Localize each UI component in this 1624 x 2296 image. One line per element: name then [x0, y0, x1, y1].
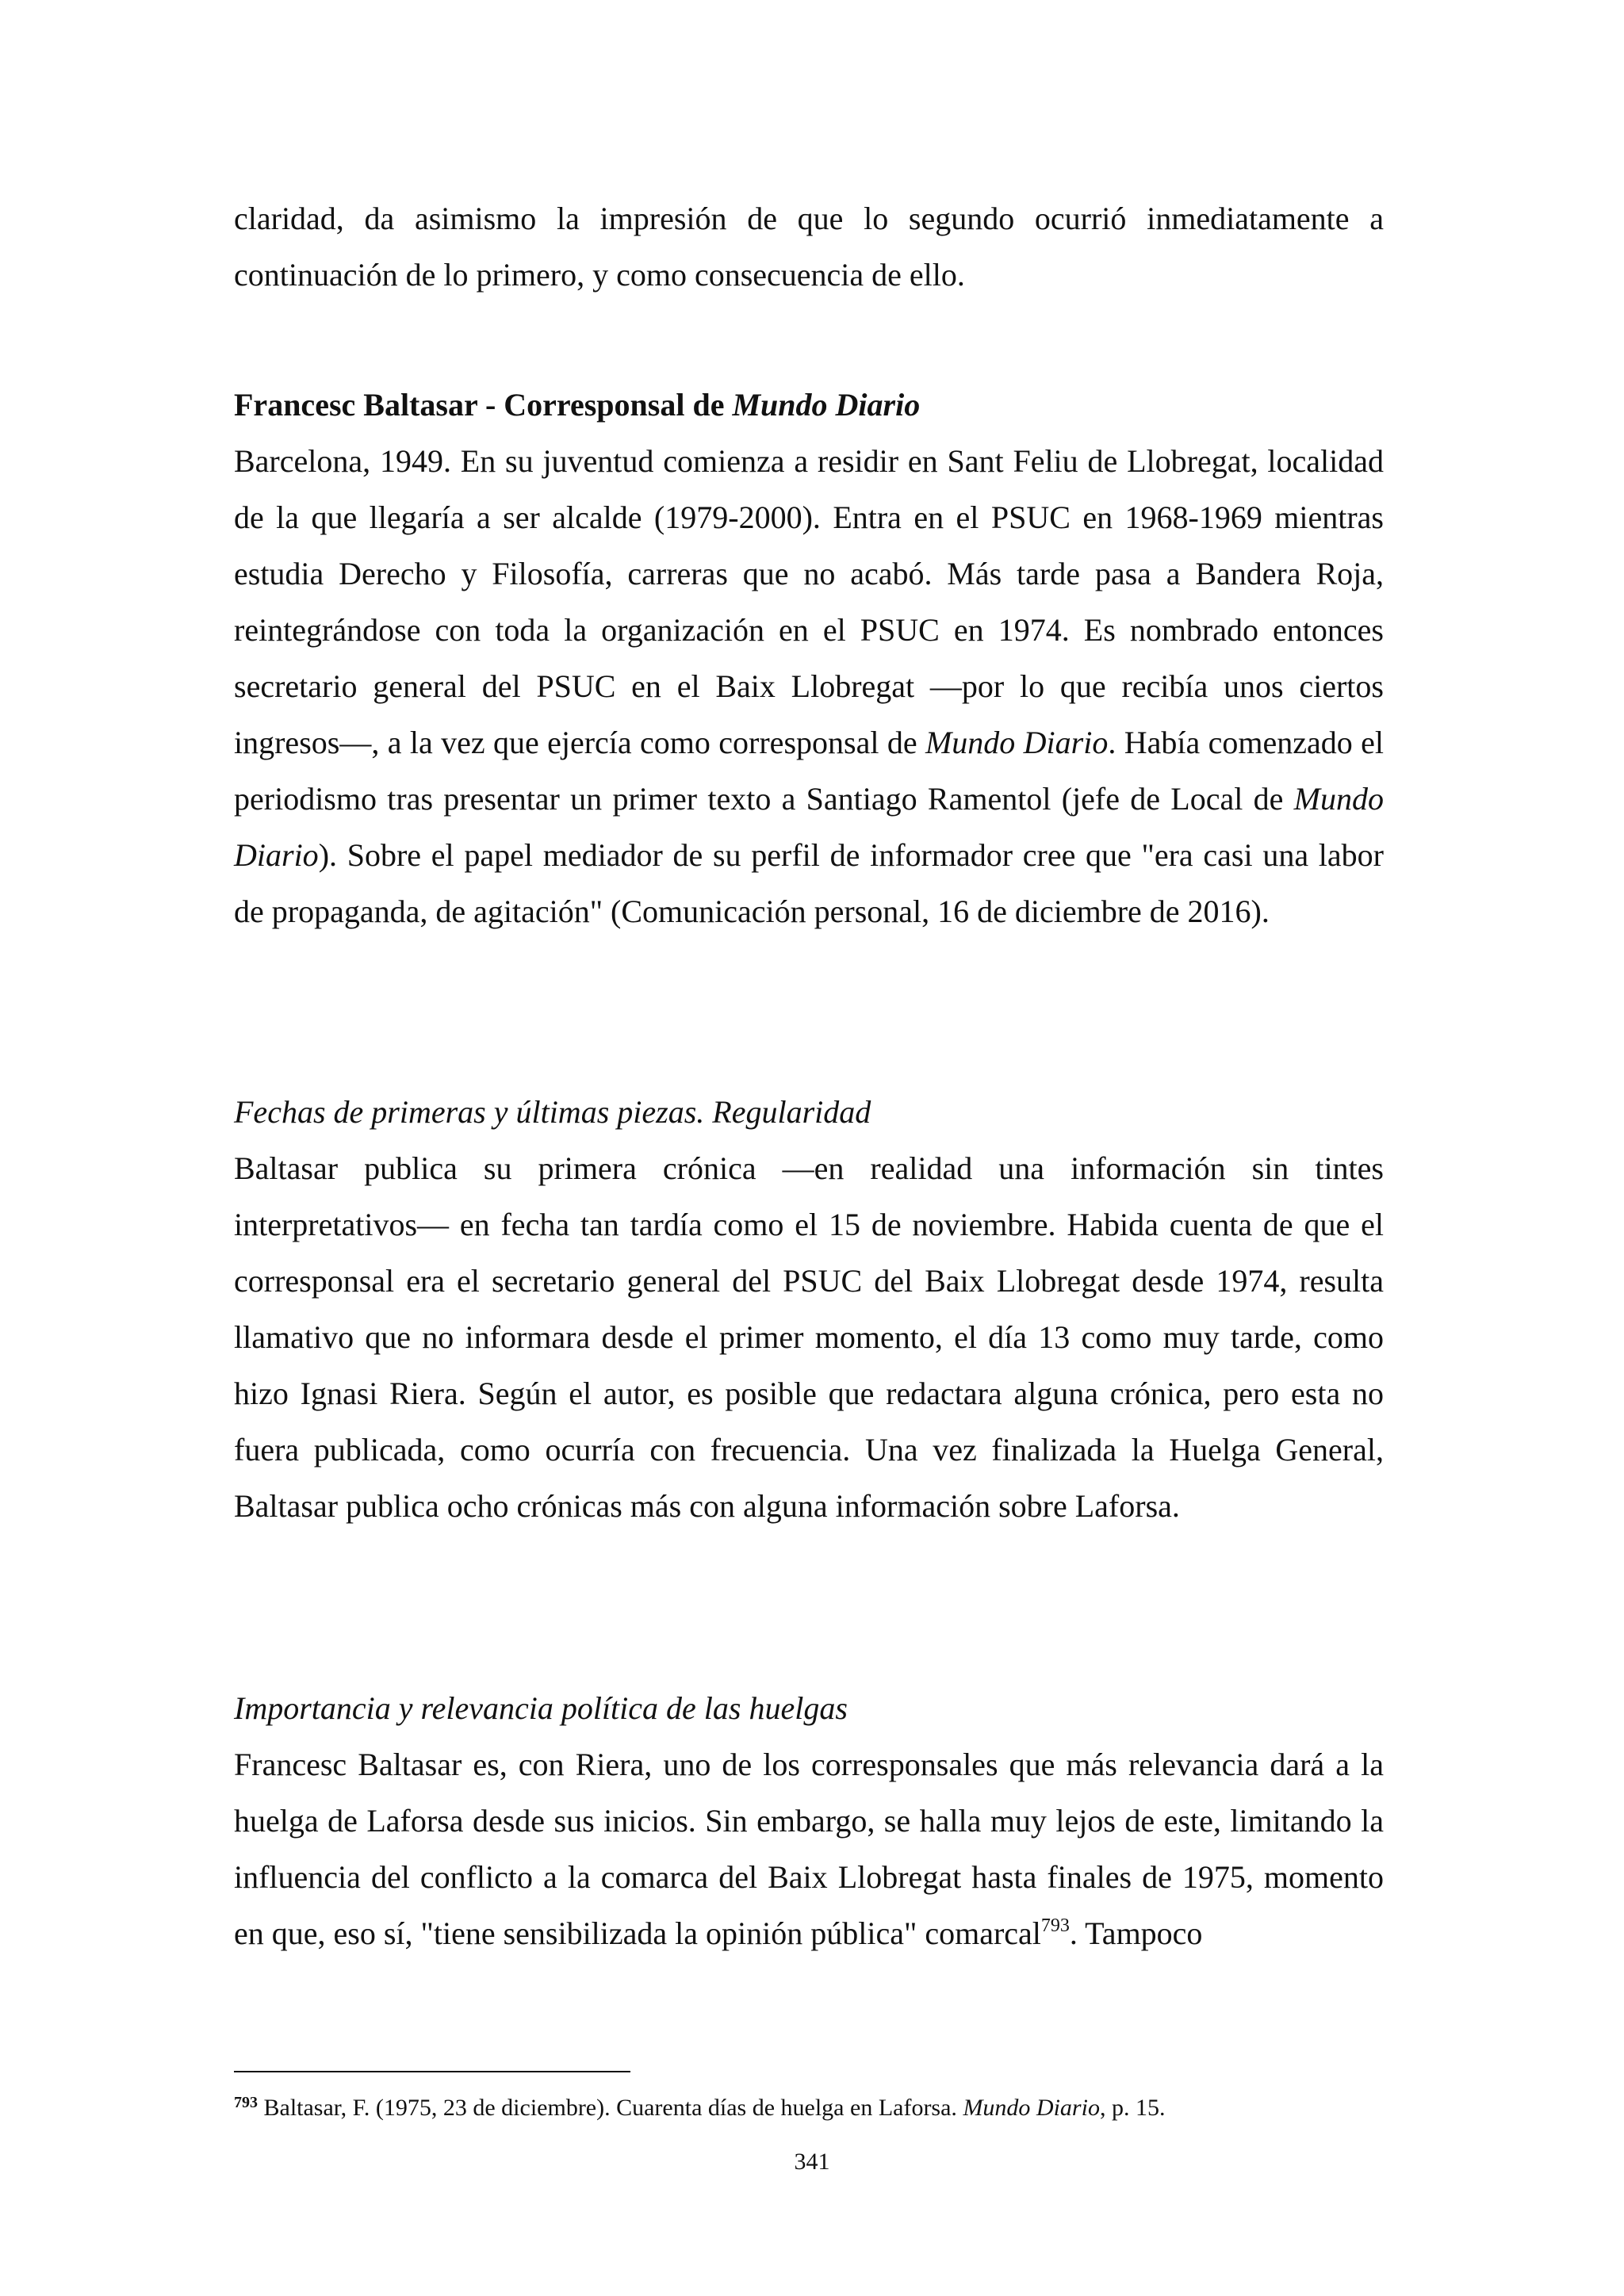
footnote-text: Baltasar, F. (1975, 23 de diciembre). Cuarenta días de huelga en Laforsa. — [258, 2095, 963, 2121]
bio-text-3: ). Sobre el papel mediador de su perfil de informador cree que "era casi una labor de propaganda, de agitación" (Comunicación personal, 16 de diciembre de 2016). — [234, 837, 1384, 929]
footnote-italic: Mundo Diario — [963, 2095, 1100, 2121]
section-heading-baltasar — [234, 377, 1384, 433]
page-number: 341 — [794, 2149, 830, 2175]
importancia-text-end: . Tampoco — [1069, 1915, 1203, 1951]
heading-text: Francesc Baltasar - Corresponsal de — [234, 387, 733, 423]
section-heading-fechas: Fechas de primeras y últimas piezas. Regularidad — [234, 1094, 871, 1130]
importancia-text: Francesc Baltasar es, con Riera, uno de los corresponsales que más relevancia dará a la huelga de Laforsa desde sus inicios. Sin embargo, se halla muy lejos de este, limitando la influencia del conflicto a la comarca del Baix Llobregat hasta finales de 1975, momento en que, eso sí, "tiene sensibilizada la opinión pública" comarcal — [234, 1747, 1384, 1951]
section-importancia — [234, 1680, 1384, 1961]
section-heading-importancia: Importancia y relevancia política de las huelgas — [234, 1690, 848, 1726]
footnote — [234, 2087, 1384, 2124]
section-fechas — [234, 1084, 1384, 1534]
bio-italic-1: Mundo Diario — [925, 725, 1109, 760]
heading-italic-text: Mundo Diario — [732, 387, 921, 423]
intro-block — [234, 190, 1384, 303]
footnote-reference[interactable]: 793 — [1040, 1915, 1070, 1936]
bio-text-1: Barcelona, 1949. En su juventud comienza a residir en Sant Feliu de Llobregat, localidad de la que llegaría a ser alcalde (1979-2000). Entra en el PSUC en 1968-1969 mientras estudia Derecho y Filosofía, carreras que no acabó. Más tarde pasa a Bandera Roja, reintegrándose con toda la organización en el PSUC en 1974. Es nombrado entonces secretario general del PSUC en el Baix Llobregat —por lo que recibía unos ciertos ingresos—, a la vez que ejercía como corresponsal de — [234, 443, 1384, 760]
fechas-paragraph: Baltasar publica su primera crónica —en realidad una información sin tintes interpretativos— en fecha tan tardía como el 15 de noviembre. Habida cuenta de que el corresponsal era el secretario general del PSUC del Baix Llobregat desde 1974, resulta llamativo que no informara desde el primer momento, el día 13 como muy tarde, como hizo Ignasi Riera. Según el autor, es posible que redactara alguna crónica, pero esta no fuera publicada, como ocurría con frecuencia. Una vez finalizada la Huelga General, Baltasar publica ocho crónicas más con alguna información sobre Laforsa. — [234, 1150, 1384, 1524]
footnote-divider — [234, 2071, 630, 2072]
bio-italic-2: Mundo Diario — [234, 781, 1384, 873]
footnote-number: 793 — [234, 2094, 258, 2111]
bio-text-2: . Había comenzado el periodismo tras presentar un primer texto a Santiago Ramentol (jefe de Local de — [234, 725, 1385, 817]
bio-paragraph — [234, 433, 1384, 939]
importancia-paragraph — [234, 1736, 1384, 1961]
intro-paragraph: claridad, da asimismo la impresión de que lo segundo ocurrió inmediatamente a continuación de lo primero, y como consecuencia de ello. — [234, 201, 1384, 293]
section-baltasar — [234, 377, 1384, 939]
footnote-end: , p. 15. — [1099, 2095, 1166, 2121]
